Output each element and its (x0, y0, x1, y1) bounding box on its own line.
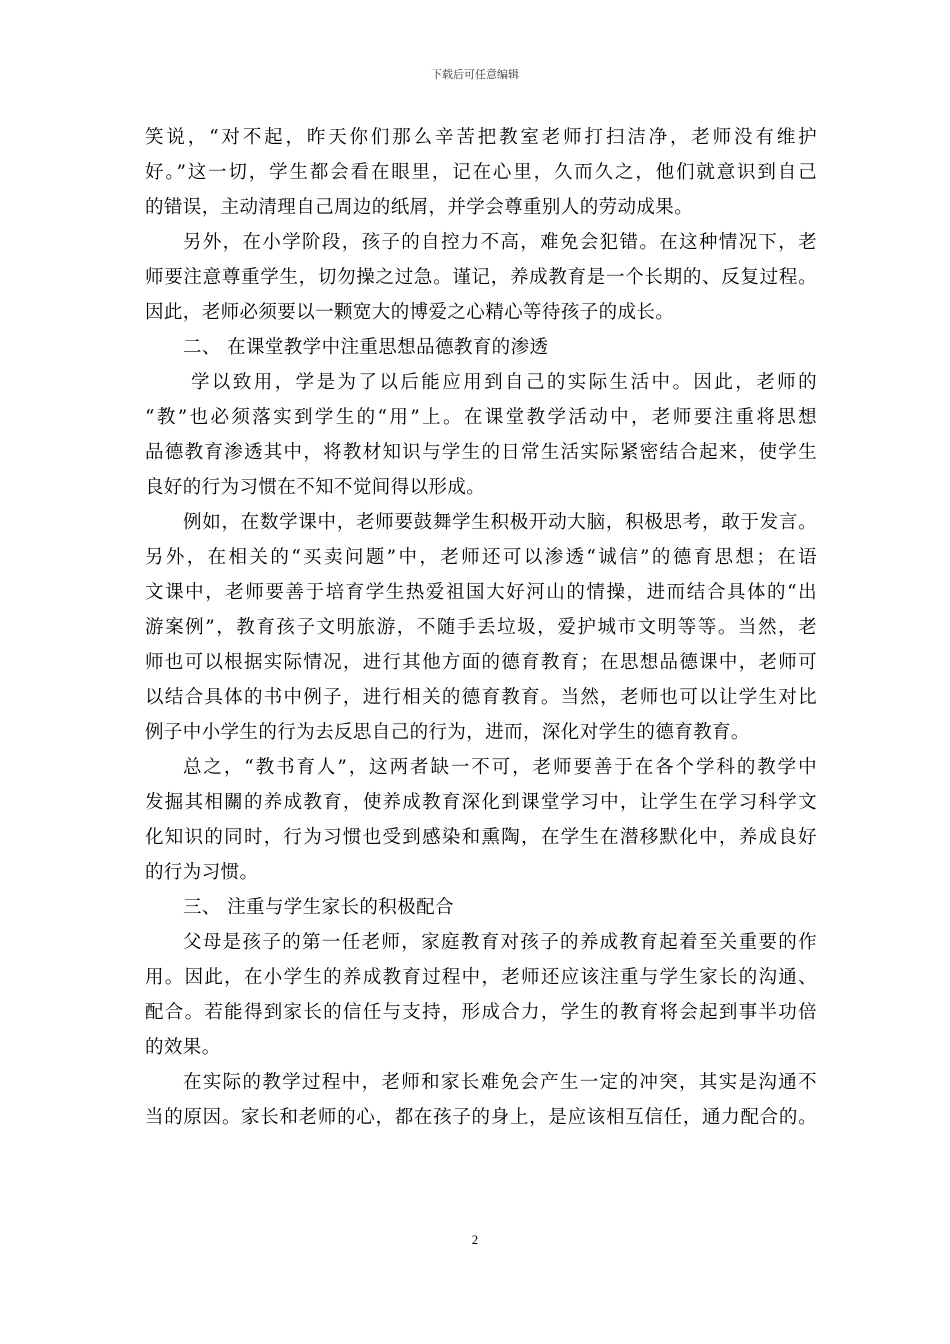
text-line: 父母是孩子的第一任老师，家庭教育对孩子的养成教育起着至关重要的作 (183, 932, 817, 953)
text-line: 例如，在数学课中，老师要鼓舞学生积极开动大脑，积极思考，敢于发言。 (183, 512, 817, 533)
text-line: 例子中小学生的行为去反思自己的行为，进而，深化对学生的德育教育。 (145, 722, 750, 743)
text-line: 的行为习惯。 (145, 862, 259, 883)
text-line: 化知识的同时，行为习惯也受到感染和熏陶，在学生在潜移默化中，养成良好 (145, 827, 817, 848)
text-line: 另外，在相关的“买卖问题”中，老师还可以渗透“诚信”的德育思想；在语 (145, 547, 817, 568)
text-line: 以结合具体的书中例子，进行相关的德育教育。当然，老师也可以让学生对比 (145, 687, 817, 708)
text-line: 师要注意尊重学生，切勿操之过急。谨记，养成教育是一个长期的、反复过程。 (145, 267, 817, 288)
text-line: 文课中，老师要善于培育学生热爱祖国大好河山的情操，进而结合具体的“出 (145, 582, 817, 603)
text-line: “教”也必须落实到学生的“用”上。在课堂教学活动中，老师要注重将思想 (145, 407, 817, 428)
text-line: 好。”这一切，学生都会看在眼里，记在心里，久而久之，他们就意识到自己 (145, 162, 817, 183)
text-line: 另外，在小学阶段，孩子的自控力不高，难免会犯错。在这种情况下，老 (183, 232, 817, 253)
document-body (145, 120, 817, 1135)
text-line: 用。因此，在小学生的养成教育过程中，老师还应该注重与学生家长的沟通、 (145, 967, 817, 988)
text-line: 配合。若能得到家长的信任与支持，形成合力，学生的教育将会起到事半功倍 (145, 1002, 817, 1023)
text-line: 游案例”，教育孩子文明旅游，不随手丢垃圾，爱护城市文明等等。当然，老 (145, 617, 817, 638)
text-line: 总之，“教书育人”，这两者缺一不可，老师要善于在各个学科的教学中 (183, 757, 817, 778)
page-number: 2 (471, 1232, 479, 1247)
text-line: 师也可以根据实际情况，进行其他方面的德育教育；在思想品德课中，老师可 (145, 652, 817, 673)
text-line: 笑说，“对不起，昨天你们那么辛苦把教室老师打扫洁净，老师没有维护 (145, 127, 817, 148)
text-line: 发掘其相關的养成教育，使养成教育深化到课堂学习中，让学生在学习科学文 (145, 792, 817, 813)
text-line: 的效果。 (145, 1037, 221, 1058)
text-line: 当的原因。家长和老师的心，都在孩子的身上，是应该相互信任，通力配合的。 (145, 1107, 817, 1128)
section-heading: 三、 注重与学生家长的积极配合 (183, 897, 454, 918)
text-line: 的错误，主动清理自己周边的纸屑，并学会尊重别人的劳动成果。 (145, 197, 694, 218)
text-line: 在实际的教学过程中，老师和家长难免会产生一定的冲突，其实是沟通不 (183, 1072, 817, 1093)
text-line: 学以致用，学是为了以后能应用到自己的实际生活中。因此，老师的 (191, 372, 817, 393)
section-heading: 二、 在课堂教学中注重思想品德教育的渗透 (183, 337, 549, 358)
text-line: 因此，老师必须要以一颗宽大的博爱之心精心等待孩子的成长。 (145, 302, 675, 323)
text-line: 品德教育渗透其中，将教材知识与学生的日常生活实际紧密结合起来，使学生 (145, 442, 817, 463)
page-header: 下载后可任意编辑 (431, 68, 519, 81)
text-line: 良好的行为习惯在不知不觉间得以形成。 (145, 477, 486, 498)
